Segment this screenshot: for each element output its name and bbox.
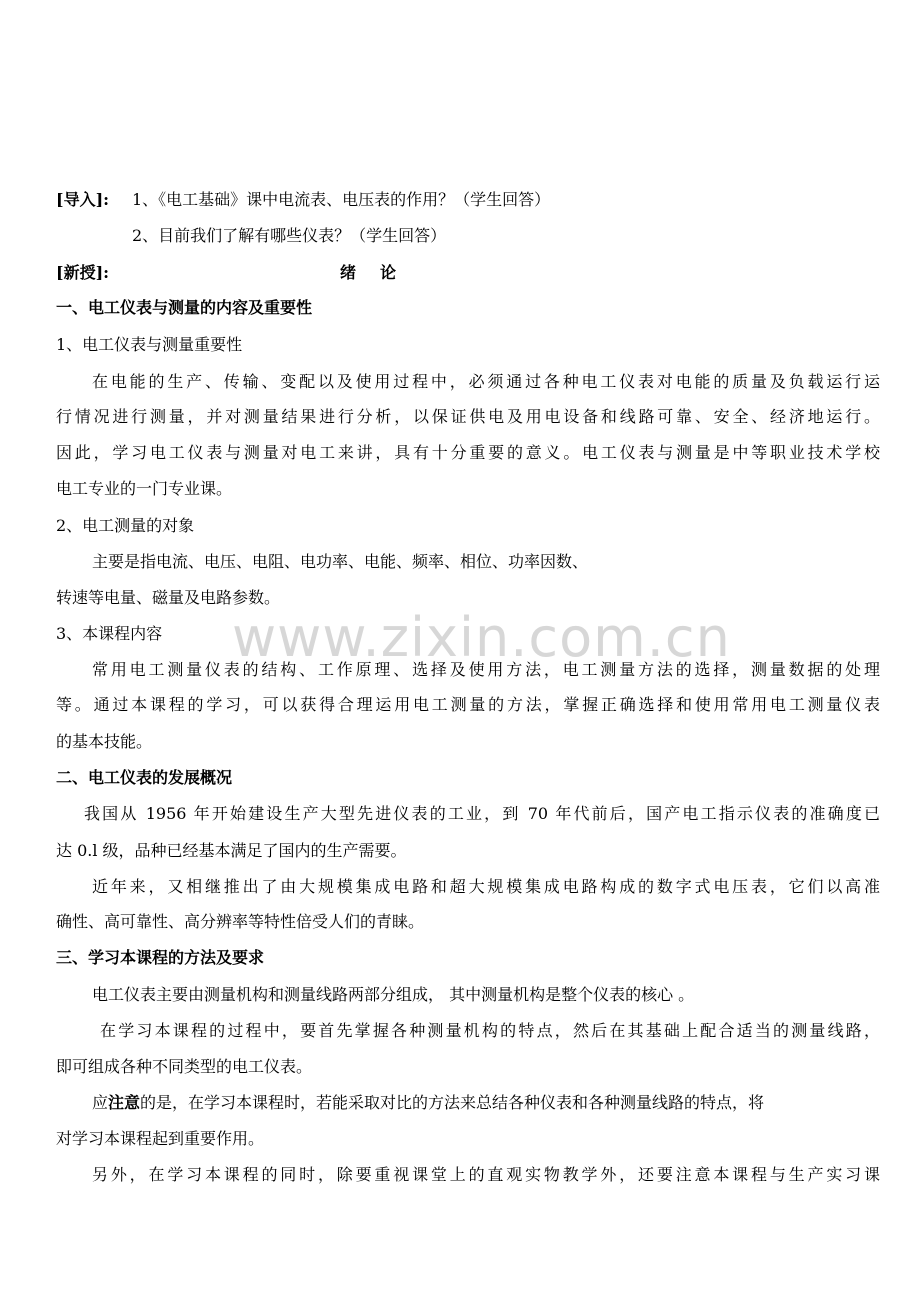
- section1-sub2-title: 2、电工测量的对象: [56, 516, 195, 535]
- section2-p1-line1: 我国从 1956 年开始建设生产大型先进仪表的工业，到 70 年代前后，国产电工指示仪表的准确度已: [84, 804, 880, 823]
- section3-heading: 三、学习本课程的方法及要求: [56, 948, 265, 967]
- section1-heading: 一、电工仪表与测量的内容及重要性: [56, 298, 313, 317]
- intro-question-1: 1、《电工基础》课中电流表、电压表的作用？（学生回答）: [132, 190, 551, 209]
- section2-p2-line2: 确性、高可靠性、高分辨率等特性倍受人们的青睐。: [56, 912, 425, 931]
- section1-p3-line1: 常用电工测量仪表的结构、工作原理、选择及使用方法，电工测量方法的选择，测量数据的处理: [92, 660, 880, 679]
- section3-p1: 电工仪表主要由测量机构和测量线路两部分组成， 其中测量机构是整个仪表的核心 。: [92, 985, 695, 1004]
- section2-p2-line1: 近年来，又相继推出了由大规模集成电路和超大规模集成电路构成的数字式电压表，它们以高准: [92, 877, 880, 896]
- section3-p2-line2: 即可组成各种不同类型的电工仪表。: [56, 1057, 313, 1076]
- section2-p1-line2: 达 0.l 级，品种已经基本满足了国内的生产需要。: [56, 841, 407, 860]
- section3-p3-prefix: 应: [92, 1093, 109, 1112]
- section1-p1-line3: 因此，学习电工仪表与测量对电工来讲，具有十分重要的意义。电工仪表与测量是中等职业技术学校: [56, 443, 880, 462]
- section3-p3-line1: [92, 1093, 764, 1113]
- section3-p3-rest: 的是，在学习本课程时，若能采取对比的方法来总结各种仪表和各种测量线路的特点，将: [140, 1093, 765, 1112]
- section1-p1-line2: 行情况进行测量，并对测量结果进行分析，以保证供电及用电设备和线路可靠、安全、经济地运行。: [56, 407, 880, 426]
- section1-p2-line2: 转速等电量、磁量及电路参数。: [56, 588, 281, 607]
- section1-p1-line1: 在电能的生产、传输、变配以及使用过程中，必须通过各种电工仪表对电能的质量及负载运行运: [92, 372, 880, 391]
- section1-p3-line3: 的基本技能。: [56, 732, 153, 751]
- watermark: www.zixin.com.cn: [232, 606, 731, 669]
- section1-p2-line1: 主要是指电流、电压、电阻、电功率、电能、频率、相位、功率因数、: [92, 552, 589, 571]
- section1-p1-line4: 电工专业的一门专业课。: [56, 479, 233, 498]
- intro-question-2: 2、目前我们了解有哪些仪表？（学生回答）: [132, 226, 447, 245]
- section3-p3-line2: 对学习本课程起到重要作用。: [56, 1129, 265, 1148]
- intro-label: [导入]:: [56, 190, 110, 209]
- section3-p4-line1: 另外，在学习本课程的同时，除要重视课堂上的直观实物教学外，还要注意本课程与生产实习课: [92, 1165, 880, 1184]
- section1-p3-line2: 等。通过本课程的学习，可以获得合理运用电工测量的方法，掌握正确选择和使用常用电工测量仪表: [56, 695, 880, 714]
- lesson-title: 绪 论: [340, 263, 401, 282]
- section2-heading: 二、电工仪表的发展概况: [56, 768, 233, 787]
- section3-p2-line1: 在学习本课程的过程中，要首先掌握各种测量机构的特点，然后在其基础上配合适当的测量线路，: [100, 1021, 880, 1040]
- section1-sub3-title: 3、本课程内容: [56, 624, 163, 643]
- section1-sub1-title: 1、电工仪表与测量重要性: [56, 335, 243, 354]
- new-lesson-label: [新授]:: [56, 263, 110, 282]
- section3-p3-emphasis: 注意: [108, 1093, 141, 1112]
